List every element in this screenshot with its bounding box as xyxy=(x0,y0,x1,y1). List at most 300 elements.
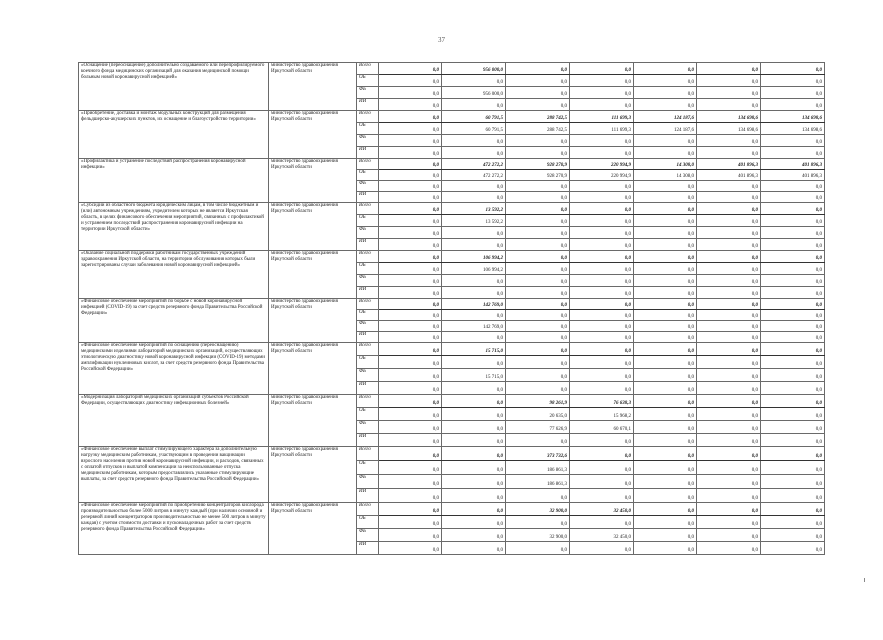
amount-cell: 0,0 xyxy=(697,529,761,542)
table-row xyxy=(79,343,825,356)
amount-cell: 373 732,6 xyxy=(506,447,570,461)
funding-source: Всего xyxy=(357,63,379,75)
amount-cell: 0,0 xyxy=(761,251,825,263)
amount-cell: 0,0 xyxy=(697,434,761,447)
amount-cell: 0,0 xyxy=(761,447,825,461)
amount-cell: 0,0 xyxy=(761,421,825,434)
amount-cell: 0,0 xyxy=(442,447,506,461)
amount-cell: 0,0 xyxy=(634,529,697,542)
amount-cell: 0,0 xyxy=(570,321,634,332)
amount-cell: 0,0 xyxy=(379,170,442,181)
amount-cell: 0,0 xyxy=(379,99,442,111)
amount-cell: 401 896,3 xyxy=(697,170,761,181)
funding-source: ФБ xyxy=(357,475,379,489)
amount-cell: 0,0 xyxy=(697,503,761,516)
funding-source: ФБ xyxy=(357,135,379,147)
amount-cell: 0,0 xyxy=(570,147,634,159)
amount-cell: 0,0 xyxy=(379,111,442,123)
amount-cell: 0,0 xyxy=(442,356,506,369)
amount-cell: 0,0 xyxy=(761,239,825,251)
amount-cell: 0,0 xyxy=(379,227,442,239)
amount-cell: 0,0 xyxy=(634,147,697,159)
amount-cell: 0,0 xyxy=(761,192,825,203)
amount-cell: 0,0 xyxy=(506,287,570,299)
amount-cell: 0,0 xyxy=(761,529,825,542)
amount-cell: 0,0 xyxy=(570,516,634,529)
funding-source: ОБ xyxy=(357,263,379,275)
amount-cell: 0,0 xyxy=(761,408,825,421)
amount-cell: 0,0 xyxy=(697,299,761,310)
funding-source: ФБ xyxy=(357,87,379,99)
funding-source: ОБ xyxy=(357,215,379,227)
funding-source: ФБ xyxy=(357,529,379,542)
amount-cell: 0,0 xyxy=(697,395,761,408)
amount-cell: 0,0 xyxy=(379,135,442,147)
amount-cell: 142 769,0 xyxy=(442,321,506,332)
amount-cell: 0,0 xyxy=(634,227,697,239)
amount-cell: 0,0 xyxy=(761,87,825,99)
amount-cell: 0,0 xyxy=(634,395,697,408)
amount-cell: 472 272,2 xyxy=(442,159,506,170)
amount-cell: 0,0 xyxy=(634,135,697,147)
amount-cell: 0,0 xyxy=(761,461,825,475)
amount-cell: 0,0 xyxy=(697,461,761,475)
funding-source: ФБ xyxy=(357,421,379,434)
amount-cell: 0,0 xyxy=(634,63,697,75)
amount-cell: 0,0 xyxy=(442,181,506,192)
funding-source: ИИ xyxy=(357,239,379,251)
amount-cell: 106 994,2 xyxy=(442,251,506,263)
amount-cell: 0,0 xyxy=(761,147,825,159)
amount-cell: 0,0 xyxy=(379,382,442,395)
amount-cell: 0,0 xyxy=(697,75,761,87)
amount-cell: 0,0 xyxy=(506,227,570,239)
amount-cell: 0,0 xyxy=(442,489,506,503)
amount-cell: 288 742,5 xyxy=(506,123,570,135)
amount-cell: 0,0 xyxy=(442,434,506,447)
amount-cell: 0,0 xyxy=(761,263,825,275)
amount-cell: 0,0 xyxy=(697,215,761,227)
amount-cell: 0,0 xyxy=(379,461,442,475)
amount-cell: 0,0 xyxy=(570,87,634,99)
amount-cell: 0,0 xyxy=(570,215,634,227)
funding-source: ОБ xyxy=(357,408,379,421)
funding-source: ФБ xyxy=(357,321,379,332)
amount-cell: 0,0 xyxy=(697,447,761,461)
amount-cell: 0,0 xyxy=(506,356,570,369)
amount-cell: 0,0 xyxy=(697,181,761,192)
amount-cell: 0,0 xyxy=(379,275,442,287)
amount-cell: 0,0 xyxy=(442,310,506,321)
amount-cell: 0,0 xyxy=(379,503,442,516)
amount-cell: 0,0 xyxy=(761,321,825,332)
amount-cell: 0,0 xyxy=(506,489,570,503)
amount-cell: 0,0 xyxy=(761,299,825,310)
funding-source: ОБ xyxy=(357,123,379,135)
amount-cell: 0,0 xyxy=(634,75,697,87)
amount-cell: 0,0 xyxy=(697,310,761,321)
amount-cell: 0,0 xyxy=(442,147,506,159)
amount-cell: 15 968,2 xyxy=(570,408,634,421)
amount-cell: 0,0 xyxy=(634,421,697,434)
funding-source: ОБ xyxy=(357,356,379,369)
amount-cell: 0,0 xyxy=(634,343,697,356)
amount-cell: 0,0 xyxy=(634,215,697,227)
amount-cell: 0,0 xyxy=(634,287,697,299)
table-row xyxy=(79,299,825,310)
amount-cell: 0,0 xyxy=(634,475,697,489)
responsible-executor: министерство здравоохранения Иркутской области xyxy=(269,299,357,343)
amount-cell: 0,0 xyxy=(570,192,634,203)
amount-cell: 0,0 xyxy=(442,461,506,475)
amount-cell: 32 900,0 xyxy=(506,529,570,542)
amount-cell: 0,0 xyxy=(379,321,442,332)
amount-cell: 0,0 xyxy=(442,475,506,489)
amount-cell: 0,0 xyxy=(761,215,825,227)
funding-source: ИИ xyxy=(357,99,379,111)
amount-cell: 0,0 xyxy=(761,227,825,239)
amount-cell: 0,0 xyxy=(506,299,570,310)
amount-cell: 14 308,0 xyxy=(634,170,697,181)
amount-cell: 0,0 xyxy=(506,203,570,215)
amount-cell: 0,0 xyxy=(570,332,634,343)
amount-cell: 0,0 xyxy=(697,421,761,434)
amount-cell: 401 896,3 xyxy=(697,159,761,170)
amount-cell: 0,0 xyxy=(379,63,442,75)
amount-cell: 0,0 xyxy=(697,147,761,159)
funding-source: Всего xyxy=(357,251,379,263)
amount-cell: 0,0 xyxy=(697,263,761,275)
amount-cell: 0,0 xyxy=(506,321,570,332)
amount-cell: 0,0 xyxy=(761,503,825,516)
table-row xyxy=(79,447,825,461)
amount-cell: 0,0 xyxy=(442,529,506,542)
amount-cell: 0,0 xyxy=(506,542,570,555)
amount-cell: 0,0 xyxy=(379,395,442,408)
funding-source: Всего xyxy=(357,343,379,356)
amount-cell: 0,0 xyxy=(506,75,570,87)
responsible-executor: министерство здравоохранения Иркутской области xyxy=(269,447,357,503)
amount-cell: 0,0 xyxy=(442,382,506,395)
responsible-executor: министерство здравоохранения Иркутской области xyxy=(269,159,357,203)
funding-source: ОБ xyxy=(357,75,379,87)
amount-cell: 0,0 xyxy=(506,369,570,382)
amount-cell: 0,0 xyxy=(761,382,825,395)
amount-cell: 0,0 xyxy=(761,369,825,382)
funding-source: ИИ xyxy=(357,542,379,555)
funding-source: ФБ xyxy=(357,369,379,382)
amount-cell: 0,0 xyxy=(634,310,697,321)
funding-source: ОБ xyxy=(357,310,379,321)
amount-cell: 0,0 xyxy=(761,287,825,299)
funding-source: Всего xyxy=(357,111,379,123)
amount-cell: 0,0 xyxy=(379,369,442,382)
amount-cell: 0,0 xyxy=(570,489,634,503)
amount-cell: 0,0 xyxy=(379,516,442,529)
amount-cell: 0,0 xyxy=(634,181,697,192)
measure-description: «Финансовое обеспечение мероприятий по приобретению концентраторов кислорода производительностью более 5000 литров в минуту каждый (при наличии основной и резервной линий концентраторов производительностью не менее 500 литров в минуту каждая) с учетом стоимости доставки и пусконаладочных работ за счет средств резервного фонда Правительства Российской Федерации» xyxy=(79,503,269,555)
amount-cell: 0,0 xyxy=(506,239,570,251)
amount-cell: 0,0 xyxy=(506,135,570,147)
measure-description: «Приобретение, доставка и монтаж модульных конструкций для размещения фельдшерско-акушерских пунктов, их оснащение и благоустройство территории» xyxy=(79,111,269,159)
amount-cell: 0,0 xyxy=(570,181,634,192)
amount-cell: 0,0 xyxy=(506,87,570,99)
amount-cell: 0,0 xyxy=(379,299,442,310)
measure-description: «Модернизация лабораторий медицинских организаций субъектов Российской Федерации, осуществляющих диагностику инфекционных болезней» xyxy=(79,395,269,447)
amount-cell: 134 698,6 xyxy=(761,123,825,135)
amount-cell: 0,0 xyxy=(697,87,761,99)
amount-cell: 0,0 xyxy=(697,489,761,503)
funding-source: ФБ xyxy=(357,227,379,239)
margin-mark xyxy=(864,578,865,582)
amount-cell: 288 742,5 xyxy=(506,111,570,123)
amount-cell: 0,0 xyxy=(761,181,825,192)
amount-cell: 0,0 xyxy=(442,516,506,529)
amount-cell: 0,0 xyxy=(379,123,442,135)
funding-source: ИИ xyxy=(357,147,379,159)
amount-cell: 0,0 xyxy=(442,99,506,111)
amount-cell: 0,0 xyxy=(506,382,570,395)
amount-cell: 0,0 xyxy=(761,434,825,447)
amount-cell: 0,0 xyxy=(761,275,825,287)
amount-cell: 0,0 xyxy=(697,227,761,239)
amount-cell: 186 861,3 xyxy=(506,475,570,489)
amount-cell: 0,0 xyxy=(442,287,506,299)
amount-cell: 13 592,2 xyxy=(442,203,506,215)
table-row xyxy=(79,503,825,516)
amount-cell: 0,0 xyxy=(506,63,570,75)
amount-cell: 0,0 xyxy=(634,251,697,263)
funding-source: ИИ xyxy=(357,434,379,447)
amount-cell: 124 187,6 xyxy=(634,123,697,135)
amount-cell: 0,0 xyxy=(379,356,442,369)
amount-cell: 0,0 xyxy=(379,542,442,555)
amount-cell: 0,0 xyxy=(697,343,761,356)
amount-cell: 0,0 xyxy=(761,542,825,555)
amount-cell: 0,0 xyxy=(634,239,697,251)
measure-description: «Профилактика и устранение последствий распространения коронавирусной инфекции» xyxy=(79,159,269,203)
amount-cell: 32 450,0 xyxy=(570,503,634,516)
amount-cell: 0,0 xyxy=(761,203,825,215)
funding-source: ОБ xyxy=(357,461,379,475)
amount-cell: 0,0 xyxy=(379,343,442,356)
amount-cell: 0,0 xyxy=(506,251,570,263)
amount-cell: 0,0 xyxy=(379,251,442,263)
table-row xyxy=(79,63,825,75)
funding-source: ОБ xyxy=(357,516,379,529)
amount-cell: 0,0 xyxy=(570,227,634,239)
amount-cell: 0,0 xyxy=(761,356,825,369)
amount-cell: 0,0 xyxy=(761,99,825,111)
amount-cell: 0,0 xyxy=(697,382,761,395)
responsible-executor: министерство здравоохранения Иркутской области xyxy=(269,395,357,447)
amount-cell: 0,0 xyxy=(570,461,634,475)
amount-cell: 98 261,9 xyxy=(506,395,570,408)
funding-source: ОБ xyxy=(357,170,379,181)
amount-cell: 32 450,0 xyxy=(570,529,634,542)
amount-cell: 0,0 xyxy=(570,99,634,111)
amount-cell: 472 272,2 xyxy=(442,170,506,181)
amount-cell: 0,0 xyxy=(379,87,442,99)
amount-cell: 0,0 xyxy=(379,447,442,461)
table-row xyxy=(79,111,825,123)
funding-source: ИИ xyxy=(357,332,379,343)
funding-source: Всего xyxy=(357,159,379,170)
measure-description: «Финансовое обеспечение выплат стимулирующего характера за дополнительную нагрузку медицинским работникам, участвующим в проведении вакцинации взрослого населения против новой коронавирусной инфекции, и расходов, связанных с оплатой отпусков и выплатой компенсации за неиспользованные отпуска медицинским работникам, которым предоставлялись указанные стимулирующие выплаты, за счет средств резервного фонда Правительства Российской Федерации» xyxy=(79,447,269,503)
amount-cell: 0,0 xyxy=(442,135,506,147)
amount-cell: 0,0 xyxy=(634,489,697,503)
amount-cell: 0,0 xyxy=(379,147,442,159)
amount-cell: 0,0 xyxy=(379,287,442,299)
responsible-executor: министерство здравоохранения Иркутской области xyxy=(269,251,357,299)
amount-cell: 401 896,3 xyxy=(761,170,825,181)
amount-cell: 0,0 xyxy=(506,332,570,343)
amount-cell: 0,0 xyxy=(442,239,506,251)
amount-cell: 15 715,0 xyxy=(442,343,506,356)
amount-cell: 0,0 xyxy=(379,529,442,542)
amount-cell: 928 270,9 xyxy=(506,170,570,181)
amount-cell: 0,0 xyxy=(379,421,442,434)
amount-cell: 0,0 xyxy=(634,503,697,516)
responsible-executor: министерство здравоохранения Иркутской области xyxy=(269,503,357,555)
amount-cell: 0,0 xyxy=(634,447,697,461)
measure-description: «Финансовое обеспечение мероприятий по оснащению (переоснащению) медицинскими изделиями лабораторий медицинских организаций, осуществляющих этиологическую диагностику новой коронавирусной инфекции (COVID-19) методами амплификации нуклеиновых кислот, за счет средств резервного фонда Правительства Российской Федерации» xyxy=(79,343,269,395)
amount-cell: 0,0 xyxy=(570,287,634,299)
amount-cell: 0,0 xyxy=(697,475,761,489)
amount-cell: 0,0 xyxy=(379,332,442,343)
amount-cell: 15 715,0 xyxy=(442,369,506,382)
measure-description: «Оснащение (переоснащение) дополнительно создаваемого или перепрофилируемого коечного фонда медицинских организаций для оказания медицинской помощи больным новой коронавирусной инфекцией» xyxy=(79,63,269,111)
responsible-executor: министерство здравоохранения Иркутской области xyxy=(269,111,357,159)
table-row xyxy=(79,395,825,408)
amount-cell: 0,0 xyxy=(570,343,634,356)
amount-cell: 0,0 xyxy=(570,310,634,321)
funding-source: ФБ xyxy=(357,181,379,192)
amount-cell: 0,0 xyxy=(634,263,697,275)
amount-cell: 0,0 xyxy=(506,434,570,447)
amount-cell: 0,0 xyxy=(379,310,442,321)
amount-cell: 60 791,5 xyxy=(442,123,506,135)
amount-cell: 0,0 xyxy=(570,263,634,275)
amount-cell: 0,0 xyxy=(634,321,697,332)
amount-cell: 0,0 xyxy=(697,275,761,287)
funding-source: Всего xyxy=(357,395,379,408)
amount-cell: 0,0 xyxy=(697,321,761,332)
amount-cell: 0,0 xyxy=(570,135,634,147)
table-row xyxy=(79,203,825,215)
amount-cell: 142 769,0 xyxy=(442,299,506,310)
amount-cell: 0,0 xyxy=(634,382,697,395)
amount-cell: 0,0 xyxy=(379,434,442,447)
amount-cell: 0,0 xyxy=(697,332,761,343)
measure-description: «Субсидии из областного бюджета юридическим лицам, в том числе бюджетным и (или) автономным учреждениям, учредителем которых не является Иркутская область, в целях финансового обеспечения мероприятий, связанных с профилактикой и устранением последствий распространения коронавирусной инфекции на территории Иркутской области» xyxy=(79,203,269,251)
measure-description: «Финансовое обеспечение мероприятий по борьбе с новой коронавирусной инфекцией (COVID-19) за счет средств резервного фонда Правительства Российской Федерации» xyxy=(79,299,269,343)
page-number: 37 xyxy=(438,36,445,44)
amount-cell: 0,0 xyxy=(761,310,825,321)
amount-cell: 0,0 xyxy=(379,239,442,251)
amount-cell: 0,0 xyxy=(634,275,697,287)
amount-cell: 0,0 xyxy=(570,447,634,461)
amount-cell: 0,0 xyxy=(697,516,761,529)
amount-cell: 0,0 xyxy=(570,434,634,447)
amount-cell: 0,0 xyxy=(634,408,697,421)
amount-cell: 0,0 xyxy=(442,395,506,408)
amount-cell: 0,0 xyxy=(634,356,697,369)
amount-cell: 0,0 xyxy=(697,356,761,369)
amount-cell: 32 900,0 xyxy=(506,503,570,516)
amount-cell: 0,0 xyxy=(379,475,442,489)
amount-cell: 0,0 xyxy=(570,251,634,263)
table-row xyxy=(79,159,825,170)
amount-cell: 0,0 xyxy=(570,475,634,489)
amount-cell: 0,0 xyxy=(697,542,761,555)
amount-cell: 0,0 xyxy=(697,369,761,382)
amount-cell: 0,0 xyxy=(634,461,697,475)
amount-cell: 0,0 xyxy=(379,192,442,203)
amount-cell: 0,0 xyxy=(697,239,761,251)
amount-cell: 13 592,2 xyxy=(442,215,506,227)
funding-source: Всего xyxy=(357,503,379,516)
amount-cell: 0,0 xyxy=(379,408,442,421)
amount-cell: 956 000,0 xyxy=(442,87,506,99)
amount-cell: 0,0 xyxy=(634,99,697,111)
amount-cell: 0,0 xyxy=(506,275,570,287)
amount-cell: 0,0 xyxy=(634,369,697,382)
amount-cell: 111 699,3 xyxy=(570,123,634,135)
funding-source: ИИ xyxy=(357,382,379,395)
amount-cell: 0,0 xyxy=(506,343,570,356)
amount-cell: 220 994,9 xyxy=(570,159,634,170)
amount-cell: 0,0 xyxy=(506,263,570,275)
amount-cell: 0,0 xyxy=(761,135,825,147)
amount-cell: 0,0 xyxy=(697,192,761,203)
amount-cell: 0,0 xyxy=(442,75,506,87)
amount-cell: 0,0 xyxy=(570,299,634,310)
amount-cell: 20 635,0 xyxy=(506,408,570,421)
amount-cell: 0,0 xyxy=(697,287,761,299)
amount-cell: 0,0 xyxy=(634,203,697,215)
amount-cell: 186 861,3 xyxy=(506,461,570,475)
amount-cell: 0,0 xyxy=(379,181,442,192)
amount-cell: 0,0 xyxy=(506,181,570,192)
amount-cell: 124 187,6 xyxy=(634,111,697,123)
amount-cell: 0,0 xyxy=(697,99,761,111)
amount-cell: 0,0 xyxy=(442,227,506,239)
amount-cell: 0,0 xyxy=(442,503,506,516)
amount-cell: 0,0 xyxy=(761,63,825,75)
amount-cell: 60 670,1 xyxy=(570,421,634,434)
amount-cell: 0,0 xyxy=(442,408,506,421)
amount-cell: 220 994,9 xyxy=(570,170,634,181)
amount-cell: 0,0 xyxy=(634,542,697,555)
amount-cell: 0,0 xyxy=(570,75,634,87)
table-row xyxy=(79,251,825,263)
amount-cell: 0,0 xyxy=(506,99,570,111)
amount-cell: 0,0 xyxy=(570,356,634,369)
amount-cell: 0,0 xyxy=(634,192,697,203)
amount-cell: 0,0 xyxy=(570,239,634,251)
amount-cell: 0,0 xyxy=(761,475,825,489)
amount-cell: 0,0 xyxy=(570,369,634,382)
amount-cell: 60 791,5 xyxy=(442,111,506,123)
budget-table xyxy=(78,62,825,555)
amount-cell: 0,0 xyxy=(634,299,697,310)
amount-cell: 0,0 xyxy=(697,251,761,263)
amount-cell: 0,0 xyxy=(506,192,570,203)
funding-source: ИИ xyxy=(357,287,379,299)
amount-cell: 14 308,0 xyxy=(634,159,697,170)
amount-cell: 0,0 xyxy=(379,203,442,215)
